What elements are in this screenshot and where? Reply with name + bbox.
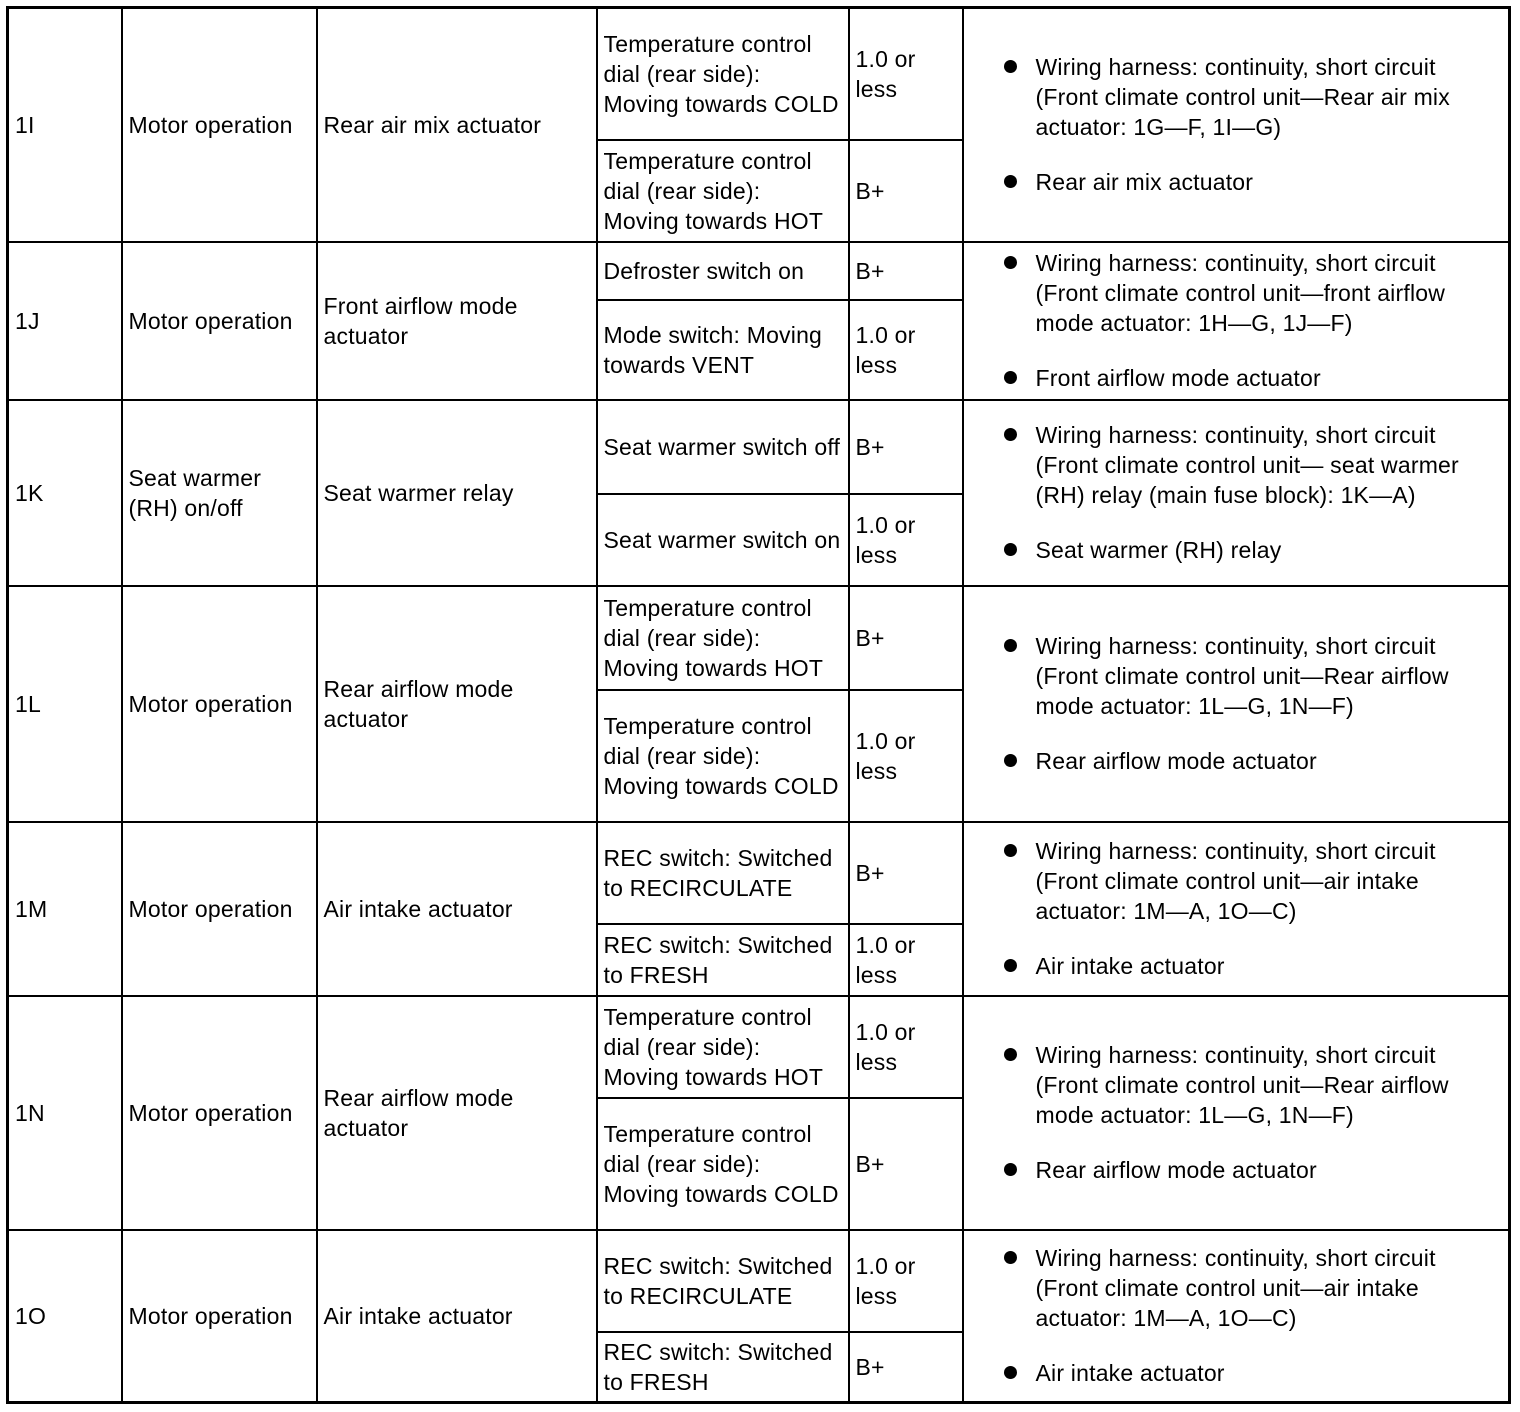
list-item xyxy=(970,1358,1503,1388)
inspection-list xyxy=(970,631,1503,776)
inspection-text: Seat warmer (RH) relay xyxy=(1035,537,1282,563)
list-item xyxy=(970,420,1503,510)
condition-cell: REC switch: Switched to RECIRCULATE xyxy=(597,1230,849,1332)
connected-to-cell: Air intake actuator xyxy=(317,822,597,996)
connected-to-cell: Seat warmer relay xyxy=(317,400,597,586)
connected-to-cell: Rear air mix actuator xyxy=(317,8,597,242)
condition-cell: Temperature control dial (rear side): Moving towards COLD xyxy=(597,690,849,822)
inspection-text: Wiring harness: continuity, short circuit (Front climate control unit—air intake actuator: 1M—A, 1O—C) xyxy=(1035,838,1436,924)
bullet-icon xyxy=(1004,639,1017,652)
table-row xyxy=(8,400,1510,494)
voltage-cell: B+ xyxy=(849,1332,963,1403)
table-row xyxy=(8,822,1510,924)
inspection-text: Front airflow mode actuator xyxy=(1035,365,1321,391)
inspection-list xyxy=(970,1040,1503,1185)
signal-cell: Motor operation xyxy=(122,8,317,242)
list-item xyxy=(970,248,1503,338)
inspection-text: Wiring harness: continuity, short circuit (Front climate control unit—air intake actuator: 1M—A, 1O—C) xyxy=(1035,1245,1436,1332)
inspection-text: Wiring harness: continuity, short circuit (Front climate control unit—Rear airflow mode actuator: 1L—G, 1N—F) xyxy=(1035,1042,1449,1128)
terminal-cell: 1O xyxy=(8,1230,122,1403)
voltage-cell: 1.0 or less xyxy=(849,924,963,996)
terminal-cell: 1M xyxy=(8,822,122,996)
voltage-cell: 1.0 or less xyxy=(849,690,963,822)
inspection-text: Wiring harness: continuity, short circuit (Front climate control unit—Rear airflow mode actuator: 1L—G, 1N—F) xyxy=(1035,633,1449,719)
list-item xyxy=(970,631,1503,721)
bullet-icon xyxy=(1004,428,1017,441)
bullet-icon xyxy=(1004,371,1017,384)
inspection-cell xyxy=(963,400,1510,586)
voltage-cell: B+ xyxy=(849,586,963,690)
table-row xyxy=(8,1230,1510,1332)
signal-cell: Motor operation xyxy=(122,242,317,400)
bullet-icon xyxy=(1004,1366,1017,1379)
condition-cell: REC switch: Switched to FRESH xyxy=(597,1332,849,1403)
connected-to-cell: Rear airflow mode actuator xyxy=(317,996,597,1230)
terminal-cell: 1I xyxy=(8,8,122,242)
voltage-cell: B+ xyxy=(849,1098,963,1230)
inspection-cell xyxy=(963,8,1510,242)
signal-cell: Motor operation xyxy=(122,996,317,1230)
bullet-icon xyxy=(1004,1251,1017,1264)
inspection-cell xyxy=(963,822,1510,996)
terminal-cell: 1L xyxy=(8,586,122,822)
voltage-cell: 1.0 or less xyxy=(849,1230,963,1332)
table-row xyxy=(8,242,1510,300)
inspection-text: Rear airflow mode actuator xyxy=(1035,748,1317,774)
voltage-cell: 1.0 or less xyxy=(849,8,963,140)
condition-cell: REC switch: Switched to RECIRCULATE xyxy=(597,822,849,924)
condition-cell: Temperature control dial (rear side): Moving towards COLD xyxy=(597,1098,849,1230)
voltage-cell: B+ xyxy=(849,822,963,924)
list-item xyxy=(970,1155,1503,1185)
bullet-icon xyxy=(1004,256,1017,269)
bullet-icon xyxy=(1004,844,1017,857)
list-item xyxy=(970,1243,1503,1333)
inspection-list xyxy=(970,836,1503,981)
connected-to-cell: Rear airflow mode actuator xyxy=(317,586,597,822)
inspection-text: Air intake actuator xyxy=(1035,953,1225,979)
inspection-list xyxy=(970,52,1503,197)
condition-cell: REC switch: Switched to FRESH xyxy=(597,924,849,996)
condition-cell: Seat warmer switch on xyxy=(597,494,849,586)
signal-cell: Seat warmer (RH) on/off xyxy=(122,400,317,586)
list-item xyxy=(970,951,1503,981)
bullet-icon xyxy=(1004,175,1017,188)
list-item xyxy=(970,836,1503,926)
voltage-cell: B+ xyxy=(849,242,963,300)
table-row xyxy=(8,996,1510,1098)
inspection-text: Wiring harness: continuity, short circuit (Front climate control unit—Rear air mix actuator: 1G—F, 1I—G) xyxy=(1035,54,1450,141)
bullet-icon xyxy=(1004,754,1017,767)
voltage-cell: B+ xyxy=(849,140,963,242)
inspection-cell xyxy=(963,996,1510,1230)
list-item xyxy=(970,363,1503,393)
inspection-text: Wiring harness: continuity, short circuit (Front climate control unit— seat warmer (RH) relay (main fuse block): 1K—A) xyxy=(1035,422,1459,508)
signal-cell: Motor operation xyxy=(122,586,317,822)
terminal-cell: 1K xyxy=(8,400,122,586)
inspection-cell xyxy=(963,1230,1510,1403)
list-item xyxy=(970,535,1503,565)
terminal-voltage-table-frame xyxy=(6,6,1508,1405)
inspection-cell xyxy=(963,242,1510,400)
voltage-cell: 1.0 or less xyxy=(849,996,963,1098)
signal-cell: Motor operation xyxy=(122,822,317,996)
voltage-cell: 1.0 or less xyxy=(849,300,963,400)
list-item xyxy=(970,167,1503,197)
connected-to-cell: Air intake actuator xyxy=(317,1230,597,1403)
list-item xyxy=(970,1040,1503,1130)
voltage-cell: 1.0 or less xyxy=(849,494,963,586)
terminal-cell: 1N xyxy=(8,996,122,1230)
inspection-text: Wiring harness: continuity, short circuit (Front climate control unit—front airflow mode actuator: 1H—G, 1J—F) xyxy=(1035,250,1446,336)
terminal-cell: 1J xyxy=(8,242,122,400)
condition-cell: Seat warmer switch off xyxy=(597,400,849,494)
bullet-icon xyxy=(1004,60,1017,73)
inspection-text: Rear air mix actuator xyxy=(1035,169,1254,196)
condition-cell: Temperature control dial (rear side): Moving towards HOT xyxy=(597,140,849,242)
bullet-icon xyxy=(1004,959,1017,972)
terminal-voltage-table xyxy=(6,6,1511,1404)
inspection-text: Rear airflow mode actuator xyxy=(1035,1157,1317,1183)
condition-cell: Temperature control dial (rear side): Moving towards HOT xyxy=(597,586,849,690)
bullet-icon xyxy=(1004,543,1017,556)
condition-cell: Temperature control dial (rear side): Moving towards COLD xyxy=(597,8,849,140)
condition-cell: Defroster switch on xyxy=(597,242,849,300)
inspection-cell xyxy=(963,586,1510,822)
condition-cell: Temperature control dial (rear side): Moving towards HOT xyxy=(597,996,849,1098)
list-item xyxy=(970,746,1503,776)
inspection-list xyxy=(970,1243,1503,1388)
inspection-list xyxy=(970,248,1503,393)
bullet-icon xyxy=(1004,1048,1017,1061)
table-row xyxy=(8,586,1510,690)
table-body xyxy=(8,8,1510,1403)
condition-cell: Mode switch: Moving towards VENT xyxy=(597,300,849,400)
list-item xyxy=(970,52,1503,142)
inspection-text: Air intake actuator xyxy=(1035,1360,1225,1387)
connected-to-cell: Front airflow mode actuator xyxy=(317,242,597,400)
signal-cell: Motor operation xyxy=(122,1230,317,1403)
voltage-cell: B+ xyxy=(849,400,963,494)
bullet-icon xyxy=(1004,1163,1017,1176)
table-row xyxy=(8,8,1510,140)
inspection-list xyxy=(970,420,1503,565)
